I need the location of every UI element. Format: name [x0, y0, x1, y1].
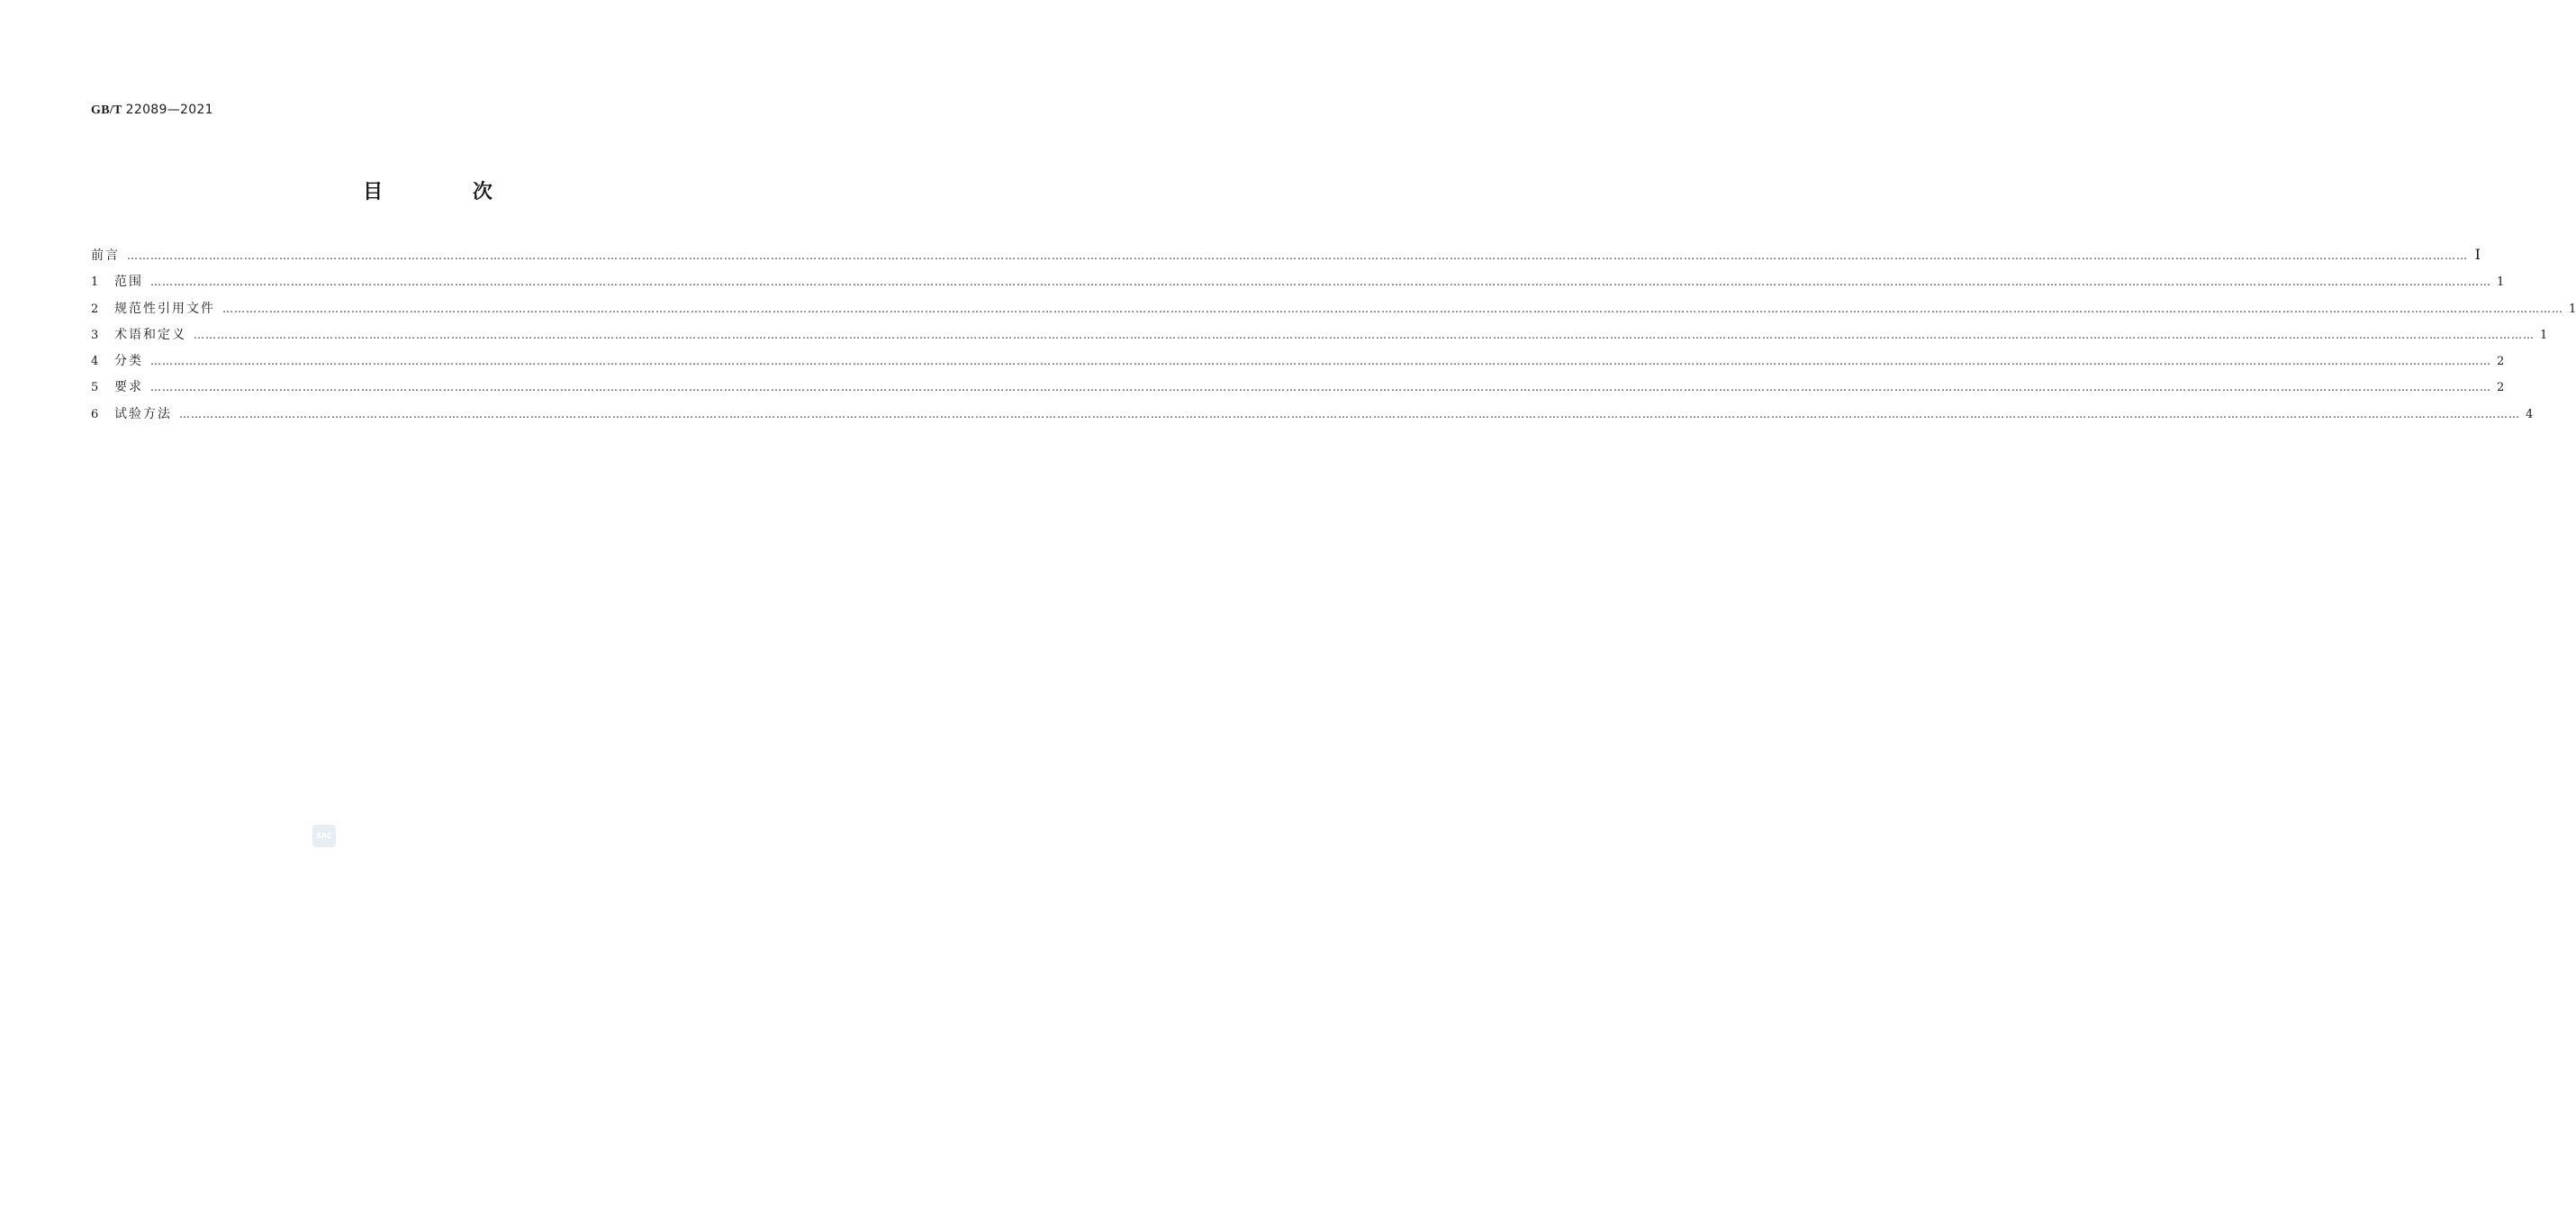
- toc-entry-label: 分类: [114, 354, 143, 369]
- toc-entry-number: 5: [91, 381, 99, 395]
- standard-prefix: GB/T: [91, 104, 122, 117]
- toc-entry-label: 试验方法: [114, 406, 172, 421]
- toc-leader-dots: ……………………………………………………………………………………………………………………………………………………………………………………………………………………………………………………………………………………………………………………………………………………………………………………………………………………………………………………………………………………………………………………………………………………: [222, 302, 2563, 315]
- toc-leader-dots: ……………………………………………………………………………………………………………………………………………………………………………………………………………………………………………………………………………………………………………………………………………………………………………………………………………………………………………………………………………………………………………………………………………………: [127, 249, 2468, 262]
- toc-leader-dots: ……………………………………………………………………………………………………………………………………………………………………………………………………………………………………………………………………………………………………………………………………………………………………………………………………………………………………………………………………………………………………………………………………………………: [194, 328, 2535, 341]
- toc-entry-label: 术语和定义: [114, 327, 186, 342]
- standard-code: [91, 103, 213, 118]
- toc-leader-dots: ……………………………………………………………………………………………………………………………………………………………………………………………………………………………………………………………………………………………………………………………………………………………………………………………………………………………………………………………………………………………………………………………………………………: [150, 381, 2491, 394]
- toc-entry-page: 2: [2497, 355, 2505, 369]
- table-of-contents: [91, 246, 2576, 430]
- toc-leader-dots: ……………………………………………………………………………………………………………………………………………………………………………………………………………………………………………………………………………………………………………………………………………………………………………………………………………………………………………………………………………………………………………………………………………………: [179, 407, 2520, 420]
- toc-entry-scope[interactable]: [91, 272, 2505, 298]
- toc-entry-number: 6: [91, 407, 99, 421]
- toc-entry-number: 3: [91, 328, 99, 342]
- toc-entry-number: 4: [91, 355, 99, 369]
- toc-entry-page: 1: [2540, 328, 2548, 342]
- toc-entry-page: 1: [2569, 302, 2576, 316]
- toc-leader-dots: ……………………………………………………………………………………………………………………………………………………………………………………………………………………………………………………………………………………………………………………………………………………………………………………………………………………………………………………………………………………………………………………………………………………: [150, 275, 2491, 289]
- toc-title: 目 次: [363, 181, 534, 203]
- toc-entry-page: Ⅰ: [2474, 246, 2481, 263]
- toc-entry-label: 要求: [114, 380, 143, 395]
- toc-entry-page: 4: [2526, 407, 2534, 421]
- toc-entry-label: 规范性引用文件: [114, 301, 215, 316]
- toc-entry-page: 2: [2497, 381, 2505, 395]
- toc-entry-number: 1: [91, 275, 99, 290]
- toc-entry-label: 范围: [114, 275, 143, 290]
- toc-entry-terms[interactable]: [91, 325, 2548, 351]
- toc-entry-number: 2: [91, 302, 99, 316]
- toc-entry-foreword[interactable]: [91, 246, 2481, 272]
- toc-leader-dots: ……………………………………………………………………………………………………………………………………………………………………………………………………………………………………………………………………………………………………………………………………………………………………………………………………………………………………………………………………………………………………………………………………………………: [150, 355, 2491, 368]
- toc-entry-classification[interactable]: [91, 351, 2505, 377]
- toc-entry-test-methods[interactable]: [91, 404, 2534, 430]
- toc-entry-page: 1: [2497, 275, 2505, 290]
- sac-watermark-logo: SAC: [312, 825, 336, 847]
- toc-entry-requirements[interactable]: [91, 377, 2505, 403]
- toc-entry-label: 前言: [91, 248, 120, 263]
- standard-number: 22089—2021: [125, 103, 213, 117]
- toc-entry-normative-references[interactable]: [91, 299, 2576, 325]
